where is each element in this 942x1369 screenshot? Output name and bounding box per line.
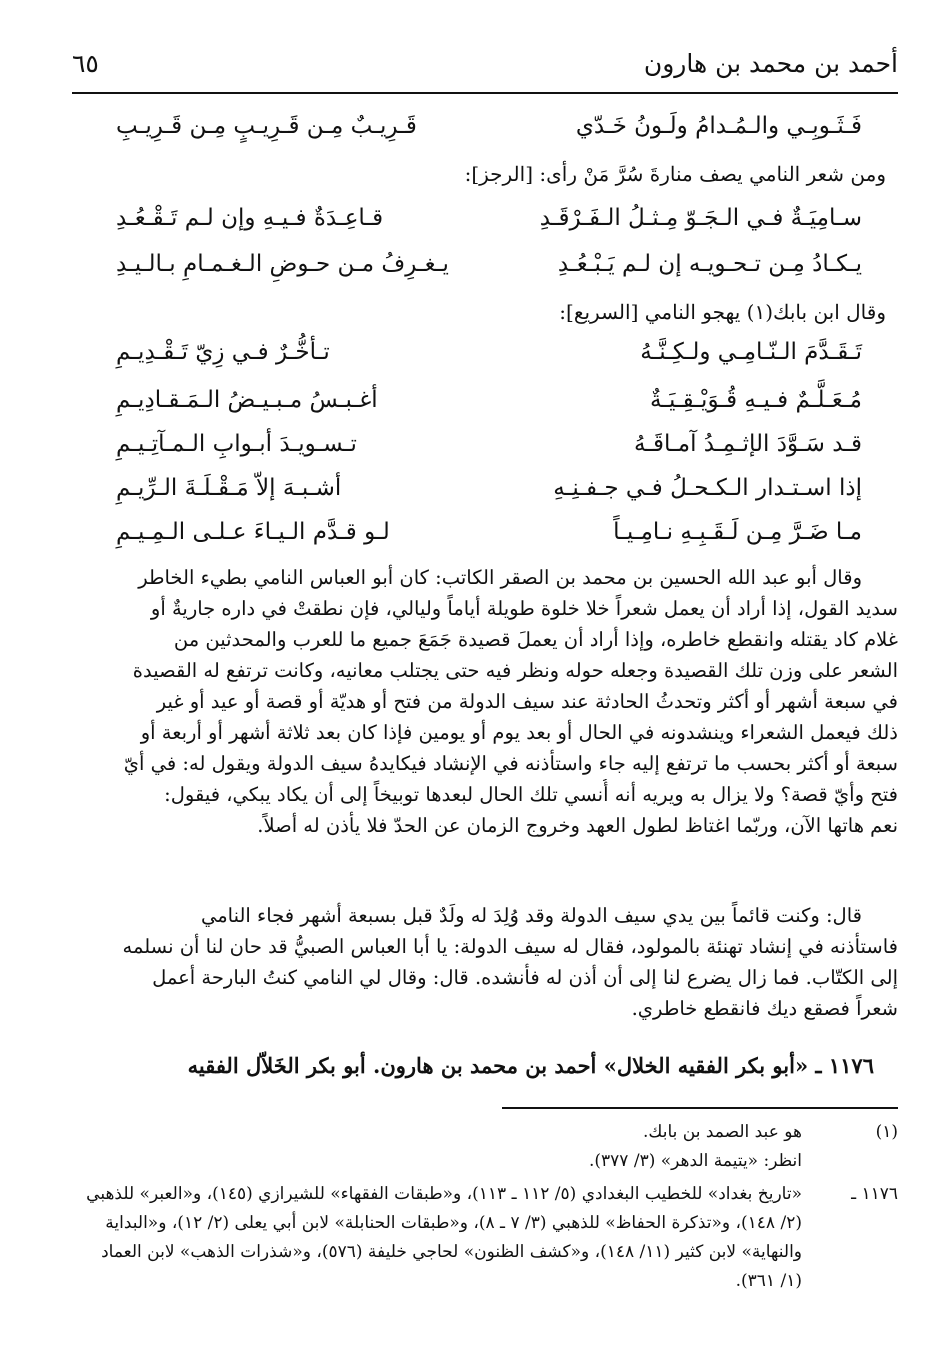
header-rule: [72, 92, 898, 94]
prose-line: سديد القول، إذا أراد أن يعمل شعراً خلا خلوة طويلة أياماً وليالي، فإن نطقتْ في داره جاريةٌ أو: [150, 597, 898, 620]
entry-heading: ١١٧٦ ـ «أبو بكر الفقيه الخلال» أحمد بن محمد بن هارون. أبو بكر الخَلاّل الفقيه: [187, 1053, 874, 1078]
verse-line: [72, 330, 898, 374]
verse-second-hemistich: تـسـويـدَ أبـوابِ الـمـآتِـيـمِ: [116, 431, 357, 457]
prose-line: في سبعة أشهر أو أكثر وتحدثُ الحادثة عند سيف الدولة من فتح أو هديّة أو قصة أو عيد أو غير: [156, 690, 898, 713]
footnote-line: انظر: «يتيمة الدهر» (٣/ ٣٧٧).: [589, 1151, 802, 1171]
verse-line: [72, 196, 898, 240]
prose-line: ذلك فيعمل الشعراء وينشدونه في الحال أو بعد يوم أو يومين فإذا كان بعد ثلاثة أشهر أو أربعة أو: [140, 721, 898, 744]
verse-first-hemistich: إذا اسـتـدار الـكـحـلُ فـي جـفـنِـهِ: [553, 475, 862, 501]
page-number: ٦٥: [72, 49, 99, 78]
running-title: أحمد بن محمد بن هارون: [643, 49, 898, 78]
footnote-line: (٢/ ١٤٨)، و«تذكرة الحفاظ» للذهبي (٣/ ٧ ـ ٨)، و«طبقات الحنابلة» لابن أبي يعلى (٢/ ١٢)، و«البداية: [105, 1213, 802, 1233]
verse-first-hemistich: مـا ضَـرَّ مِـن لَـقَـبِـهِ نـامِـيـاً: [613, 519, 862, 545]
verse-first-hemistich: قـد سَـوَّدَ الإثـمِـدُ آمـاقَـهُ: [633, 431, 862, 457]
prose-line: شعراً فصقع ديك فانقطع خاطري.: [631, 997, 898, 1020]
verse-second-hemistich: تـأخُّـرٌ فـي زِيّ تَـقْـدِيـمِ: [116, 339, 330, 365]
prose-line: الشعر على وزن تلك القصيدة وجعله حوله ونظر فيه حتى يجتلب معانيه، وكانت ترتفع له القصيدة: [132, 659, 898, 682]
verse-line: [72, 104, 898, 148]
verse-first-hemistich: فَـثَـوبِـي والـمُـدامُ ولَـونُ خَـدّي: [575, 113, 862, 139]
prose-line: إلى الكتّاب. فما زال يضرع لنا إلى أن أذن له فأنشده. قال: وقال لي النامي كنتُ البارحة أعمل: [152, 966, 898, 989]
verse-first-hemistich: يـكـادُ مِـن تـحـويـه إن لـم يَـبْـعُـدِ: [557, 251, 862, 277]
footnote-line: والنهاية» لابن كثير (١١/ ١٤٨)، و«كشف الظنون» لحاجي خليفة (٥٧٦)، و«شذرات الذهب» لابن العماد: [101, 1242, 802, 1262]
prose-line: غلام كاد يقتله وانقطع خاطره، وإذا أراد أن يعملَ قصيدة جَمَعَ جميع ما للعرب والمحدثين من: [173, 628, 898, 651]
verse-second-hemistich: يـغـرِفُ مـن حـوضِ الـغـمـامِ بـالـيـدِ: [116, 251, 449, 277]
verse-line: [72, 510, 898, 554]
verse-second-hemistich: لـو قـدَّم الـيـاءَ عـلـى الـمِـيـمِ: [116, 519, 390, 545]
verse-line: [72, 378, 898, 422]
footnote-marker: ١١٧٦ ـ: [851, 1184, 898, 1204]
prose-line: وقال أبو عبد الله الحسين بن محمد بن الصقر الكاتب: كان أبو العباس النامي بطيء الخاطر: [138, 566, 862, 589]
footnote-rule: [502, 1107, 898, 1109]
verse-line: [72, 242, 898, 286]
verse-first-hemistich: تَـقَـدَّمَ الـنّـامِـي ولـكِـنَّـهُ: [640, 339, 862, 365]
footnote-line: (١/ ٣٦١).: [735, 1271, 802, 1291]
prose-line: قال: وكنت قائماً بين يدي سيف الدولة وقد وُلِدَ له ولَدٌ قبل بسبعة أشهر فجاء النامي: [200, 904, 862, 927]
verse-second-hemistich: قـاعِـدَةٌ فـيـهِ وإن لـم تَـقْـعُـدِ: [116, 205, 384, 231]
footnote-line: هو عبد الصمد بن بابك.: [642, 1122, 802, 1142]
prose-line: فاستأذنه في إنشاد تهنئة بالمولود، فقال له سيف الدولة: يا أبا العباس الصبيُّ قد حان لنا أن نسلمه: [122, 935, 898, 958]
verse-line: [72, 422, 898, 466]
page-header: [72, 44, 898, 84]
verse-first-hemistich: مُـعَـلَّـمٌ فـيـهِ قُـوَيْـقِـيَـةٌ: [649, 387, 862, 413]
verse-first-hemistich: سـامِيَـةٌ فـي الـجَـوّ مِـثـلُ الـفَـرْقَـدِ: [539, 205, 862, 231]
verse-second-hemistich: أغـبـسُ مـبـيـضُ الـمَـقـادِيـمِ: [116, 387, 378, 413]
footnote-marker: (١): [875, 1122, 898, 1142]
footnote-line: «تاريخ بغداد» للخطيب البغدادي (٥/ ١١٢ ـ ١١٣)، و«طبقات الفقهاء» للشيرازي (١٤٥)، و«العبر» للذهبي: [86, 1184, 802, 1204]
prose-line: نعم هاتها الآن، وربّما اغتاظ لطول العهد وخروج الزمان عن الحدّ فلا يأذن له أصلاً.: [257, 814, 898, 837]
verse-introduction: ومن شعر النامي يصف منارةَ سُرَّ مَنْ رأى: [الرجز]:: [464, 162, 886, 186]
verse-second-hemistich: أشـبـهَ إلاّ مَـقْـلَـةَ الـرِّيـمِ: [116, 475, 342, 501]
verse-line: [72, 466, 898, 510]
verse-second-hemistich: قَـرِيـبٌ مِـن قَـرِيـبٍ مِـن قَـرِيـبِ: [116, 113, 417, 139]
prose-paragraph: [72, 900, 898, 1024]
prose-line: سبعة أو أكثر بحسب ما ترتفع إليه جاء واستأذنه في الإنشاد فيكايدهُ سيف الدولة ويقول له: في أيّ: [123, 752, 898, 775]
prose-paragraph: [72, 562, 898, 841]
verse-introduction: وقال ابن بابك(١) يهجو النامي [السريع]:: [559, 300, 886, 324]
prose-line: فتح وأيّ قصة؟ ولا يزال به ويريه أنه أُنسي تلك الحال لبعدها توبيخاً إلى أن يكاد يبكي، فيقول:: [164, 783, 898, 806]
